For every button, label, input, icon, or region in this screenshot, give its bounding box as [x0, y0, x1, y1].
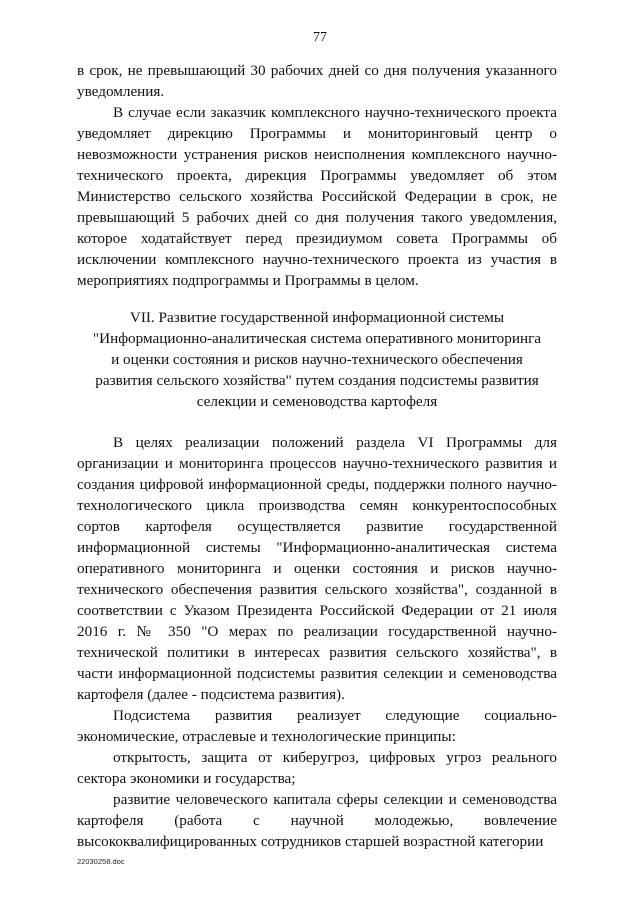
section-title-line: и оценки состояния и рисков научно-технического обеспечения [111, 351, 523, 368]
section-title-line: развития сельского хозяйства" путем создания подсистемы развития [95, 372, 539, 389]
paragraph-info-system: В целях реализации положений раздела VI Программы для организации и мониторинга процессов научно-технического развития и создания цифровой информационной среды, поддержки полного научно-технологического цикла производства семян конкурентоспособных сортов картофеля осуществляется развитие государственной информационной системы "Информационно-аналитическая система оперативного мониторинга и оценки состояния и рисков научно-технического обеспечения развития сельского хозяйства", созданной в соответствии с Указом Президента Российской Федерации от 21 июля 2016 г. № 350 "О мерах по реализации государственной научно-технической политики в интересах развития сельского хозяйства", в части информационной подсистемы развития селекции и семеноводства картофеля (далее - подсистема развития). [77, 434, 557, 703]
paragraph-deadline-continuation: в срок, не превышающий 30 рабочих дней со дня получения указанного уведомления. [77, 62, 557, 100]
document-code: 22030258.doc [77, 857, 125, 866]
page-number: 77 [313, 30, 327, 45]
paragraph-openness: открытость, защита от киберугроз, цифровых угроз реального сектора экономики и государства; [77, 749, 557, 787]
section-title-line: "Информационно-аналитическая система оперативного мониторинга [92, 330, 542, 347]
paragraph-human-capital: развитие человеческого капитала сферы селекции и семеноводства картофеля (работа с научной молодежью, вовлечение высококвалифицированных сотрудников старшей возрастной категории [77, 791, 557, 850]
paragraph-risk-notification: В случае если заказчик комплексного научно-технического проекта уведомляет дирекцию Программы и мониторинговый центр о невозможности устранения рисков неисполнения комплексного научно-технического проекта, дирекция Программы уведомляет об этом Министерство сельского хозяйства Российской Федерации в срок, не превышающий 5 рабочих дней со дня получения такого уведомления, которое ходатайствует перед президиумом совета Программы об исключении комплексного научно-технического проекта из участия в мероприятиях подпрограммы и Программы в целом. [77, 104, 557, 289]
paragraph-subsystem-principles: Подсистема развития реализует следующие социально-экономические, отраслевые и технологические принципы: [77, 707, 557, 745]
section-title-line: VII. Развитие государственной информационной системы [129, 309, 505, 326]
section-title-line: селекции и семеноводства картофеля [196, 393, 438, 410]
section-title [77, 307, 557, 412]
page-content [77, 60, 557, 852]
